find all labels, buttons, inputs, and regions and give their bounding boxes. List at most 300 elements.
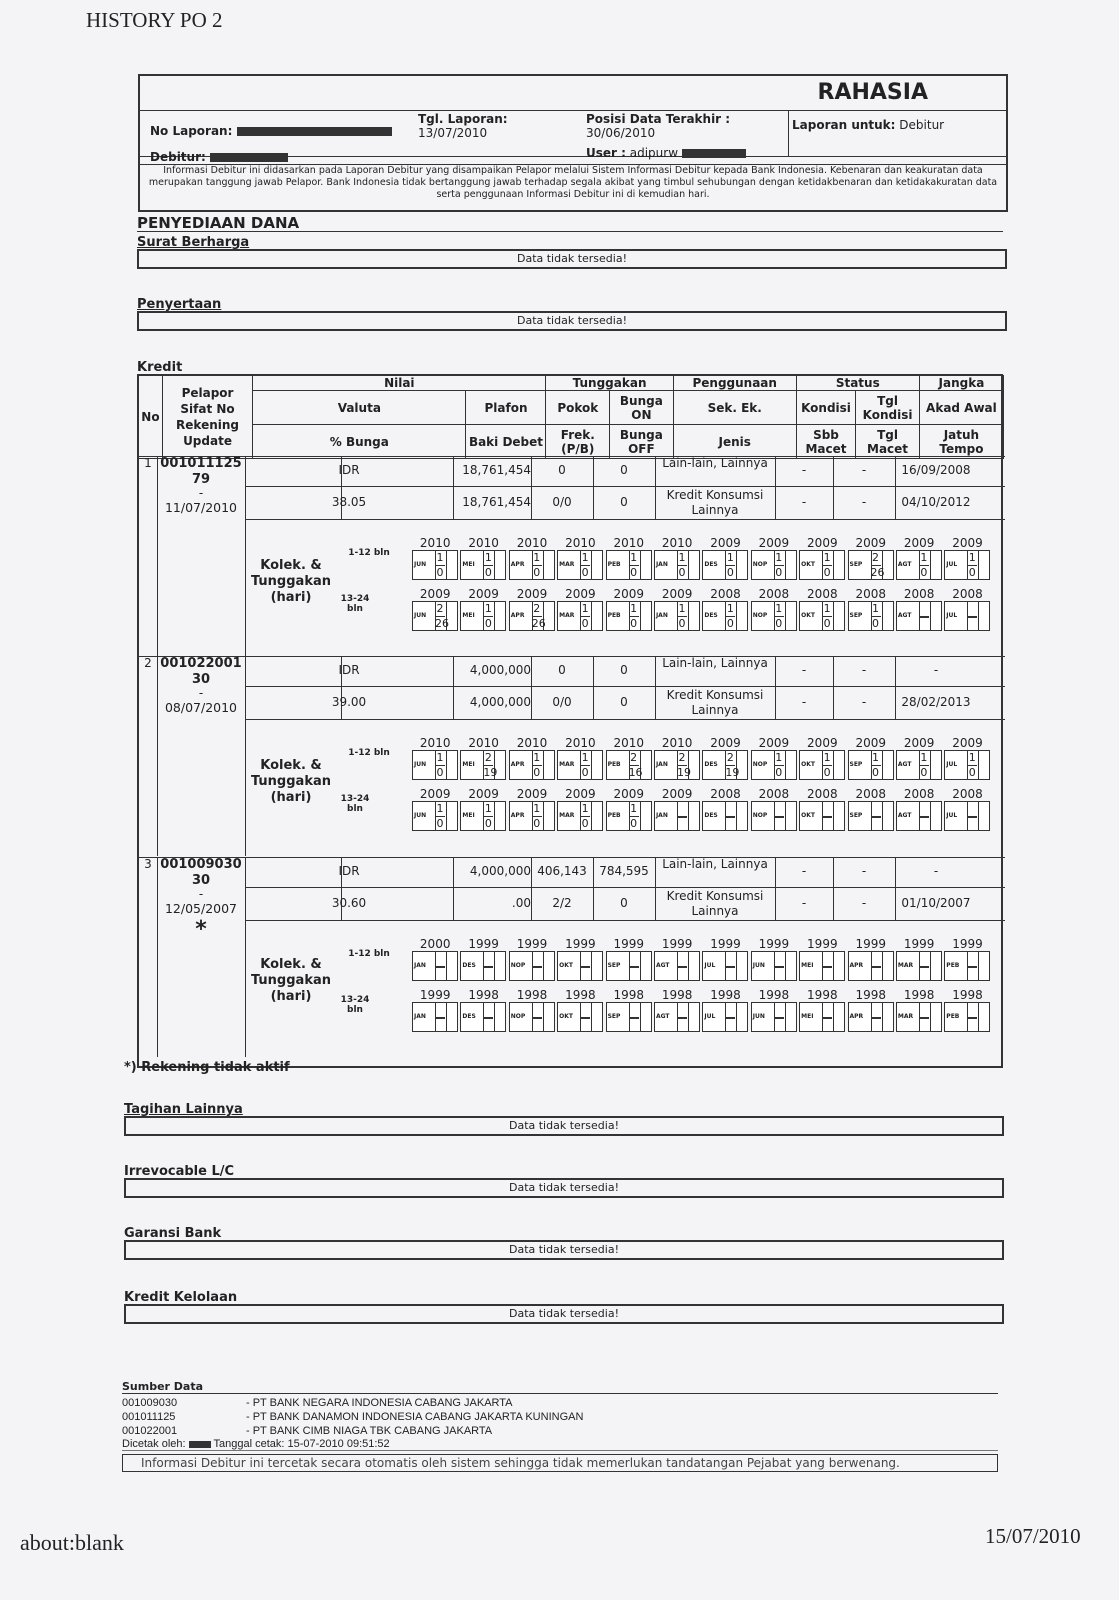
- row-bunga: 30.60: [331, 896, 367, 910]
- row-jatuh: 28/02/2013: [901, 695, 971, 709]
- kolek-cell: [557, 951, 603, 981]
- kolek-cell: [751, 801, 797, 831]
- tunggakan-days: 0: [968, 766, 976, 779]
- kolek-value: 1: [823, 602, 831, 615]
- kolek-year: 2000: [419, 937, 451, 951]
- tunggakan-days: 0: [630, 617, 638, 630]
- kolek-year: 2009: [613, 587, 645, 601]
- range-1-12: 1-12 bln: [348, 548, 390, 558]
- kolek-cell: [944, 1002, 990, 1032]
- kolek-cell: [509, 1002, 555, 1032]
- kolek-cell: [654, 1002, 700, 1032]
- kolek-month: MEI: [801, 962, 814, 969]
- kolek-month: JUL: [704, 1013, 716, 1020]
- kolek-year: 1999: [710, 937, 741, 951]
- kolek-month: DES: [704, 812, 718, 819]
- kolek-cell: [654, 750, 700, 780]
- kolek-month: SEP: [849, 612, 863, 619]
- kolek-cell: [751, 550, 797, 580]
- kolek-month: PEB: [607, 761, 621, 768]
- row-bunga: 38.05: [331, 495, 367, 509]
- kolek-cell: [751, 951, 797, 981]
- kolek-month: SEP: [849, 761, 863, 768]
- row-sbb: -: [801, 695, 807, 709]
- kolek-cell: [412, 750, 458, 780]
- kolek-month: MAR: [897, 1013, 914, 1020]
- dicetak-label: Dicetak oleh:: [122, 1438, 186, 1450]
- row-tgl-kondisi: -: [861, 663, 867, 677]
- kolek-cell: [848, 550, 894, 580]
- kolek-value: 1: [533, 551, 541, 564]
- kolek-value: 1: [581, 602, 589, 615]
- row-tgl-macet: -: [861, 896, 867, 910]
- kolek-cell: [896, 750, 942, 780]
- kolek-year: 2009: [468, 787, 499, 801]
- tunggakan-days: 0: [533, 566, 541, 579]
- kolek-year: 1999: [613, 937, 645, 951]
- kolek-year: 2009: [952, 536, 983, 550]
- row-jenis: Kredit Konsumsi Lainnya: [666, 688, 764, 717]
- kolek-month: JAN: [655, 812, 668, 819]
- kolek-month: JAN: [655, 761, 668, 768]
- tunggakan-days: 0: [775, 617, 783, 630]
- kolek-cell: [702, 801, 748, 831]
- tunggakan-days: 0: [533, 766, 541, 779]
- kolek-year: 1998: [565, 988, 596, 1002]
- kolek-value: 1: [436, 802, 444, 815]
- kolek-cell: [848, 750, 894, 780]
- kolek-month: SEP: [607, 962, 621, 969]
- col-bunga-on: Bunga ON: [610, 391, 674, 425]
- kolek-month: SEP: [607, 1013, 621, 1020]
- kolek-value: 1: [920, 551, 928, 564]
- kolek-year: 2010: [661, 736, 693, 750]
- garansi-label: Garansi Bank: [124, 1226, 222, 1241]
- kolek-year: 2009: [855, 536, 886, 550]
- kolek-year: 1998: [516, 988, 548, 1002]
- kolek-value: 1: [726, 551, 734, 564]
- kolek-cell: [702, 750, 748, 780]
- kolek-cell: [412, 550, 458, 580]
- kolek-cell: [944, 801, 990, 831]
- kolek-year: 2009: [565, 787, 596, 801]
- inactive-note: *) Rekening tidak aktif: [124, 1060, 290, 1075]
- kolek-cell: [896, 601, 942, 631]
- kolek-cell: [799, 750, 845, 780]
- kolek-cell: [848, 801, 894, 831]
- kolek-month: MAR: [559, 812, 575, 819]
- col-status: Status: [796, 376, 919, 391]
- sumber-label: Sumber Data: [122, 1380, 998, 1394]
- row-valuta: IDR: [338, 463, 360, 477]
- no-data-text: Data tidak tersedia!: [508, 1181, 619, 1194]
- kolek-value: 1: [484, 602, 492, 615]
- row-akad: -: [933, 864, 939, 878]
- kolek-year: 2009: [855, 736, 886, 750]
- kolek-year: 2009: [903, 736, 935, 750]
- redacted-dicetak: [189, 1441, 211, 1448]
- tunggakan-days: 0: [968, 566, 976, 579]
- col-jenis: Jenis: [673, 425, 796, 459]
- row-rekening: 001009030 30: [160, 857, 242, 888]
- kolek-value: 2: [436, 602, 444, 615]
- tunggakan-days: 0: [775, 766, 783, 779]
- kolek-cell: [606, 550, 652, 580]
- kolek-cell: [509, 550, 555, 580]
- row-baki: 4,000,000: [469, 695, 531, 709]
- kolek-month: MEI: [462, 761, 475, 768]
- kolek-month: JUN: [752, 1013, 765, 1020]
- kolek-year: 2009: [613, 787, 645, 801]
- sumber-code: 001009030: [122, 1397, 178, 1409]
- tunggakan-days: 0: [920, 766, 928, 779]
- kolek-cell: [557, 601, 603, 631]
- row-sep: -: [198, 486, 204, 500]
- kolek-cell: [751, 1002, 797, 1032]
- kolek-month: SEP: [849, 812, 863, 819]
- kolek-month: PEB: [607, 812, 621, 819]
- kolek-cell: [799, 601, 845, 631]
- kredit-label: Kredit: [137, 360, 183, 375]
- garansi-box: [124, 1240, 1004, 1260]
- kolek-year: 2008: [952, 787, 983, 801]
- row-tgl-macet: -: [861, 495, 867, 509]
- kredit-row: [139, 656, 1005, 856]
- row-pokok: 406,143: [537, 864, 587, 878]
- col-bunga: % Bunga: [253, 425, 466, 459]
- kolek-cell: [460, 601, 506, 631]
- kolek-cell: [654, 601, 700, 631]
- kolek-year: 1999: [516, 937, 548, 951]
- kolek-year: 1998: [952, 988, 983, 1002]
- kolek-year: 2008: [758, 787, 790, 801]
- laporan-untuk-value: Debitur: [899, 118, 945, 132]
- kolek-month: NOP: [752, 612, 768, 619]
- tunggakan-days: 0: [872, 617, 880, 630]
- tunggakan-days: 0: [775, 566, 783, 579]
- kolek-month: MAR: [559, 612, 575, 619]
- irrevocable-box: [124, 1178, 1004, 1198]
- kolek-year: 1998: [758, 988, 790, 1002]
- kolek-month: DES: [462, 962, 476, 969]
- kolek-month: JUN: [414, 812, 427, 819]
- sumber-code: 001011125: [122, 1411, 176, 1423]
- row-jatuh: 01/10/2007: [901, 896, 971, 910]
- kolek-month: JUN: [752, 962, 765, 969]
- kolek-cell: [702, 951, 748, 981]
- kolek-cell: [412, 951, 458, 981]
- tunggakan-days: 0: [533, 817, 541, 830]
- col-jatuh-tempo: Jatuh Tempo: [919, 425, 1003, 459]
- kolek-cell: [606, 951, 652, 981]
- kolek-cell: [654, 550, 700, 580]
- kolek-year: 1998: [903, 988, 935, 1002]
- kolek-cell: [848, 601, 894, 631]
- no-data-text: Data tidak tersedia!: [508, 1119, 619, 1132]
- kolek-cell: [557, 1002, 603, 1032]
- kolek-year: 1999: [565, 937, 596, 951]
- row-sep: -: [198, 887, 204, 901]
- kolek-year: 1998: [855, 988, 886, 1002]
- kolek-year: 2008: [952, 587, 983, 601]
- kolek-cell: [509, 801, 555, 831]
- tunggakan-days: 19: [676, 766, 691, 779]
- tunggakan-days: 0: [581, 817, 589, 830]
- kolek-year: 2010: [516, 536, 548, 550]
- kolek-value: 1: [630, 602, 638, 615]
- row-update: 08/07/2010: [164, 700, 238, 715]
- kolek-value: 1: [484, 802, 492, 815]
- row-update: 11/07/2010: [164, 500, 238, 515]
- kolek-month: JAN: [414, 962, 426, 969]
- kolek-month: DES: [462, 1013, 476, 1020]
- row-sek-ek: Lain-lain, Lainnya: [662, 456, 768, 470]
- row-valuta: IDR: [338, 663, 360, 677]
- tunggakan-days: 0: [436, 817, 444, 830]
- row-sbb: -: [801, 495, 807, 509]
- row-bunga-on: 0: [620, 463, 628, 477]
- tunggakan-days: 0: [484, 817, 492, 830]
- row-pokok: 0: [558, 663, 566, 677]
- row-rekening: 001011125 79: [160, 456, 242, 487]
- row-akad: 16/09/2008: [901, 463, 971, 477]
- dicetak-line: [122, 1438, 998, 1451]
- kolek-month: JAN: [655, 561, 668, 568]
- no-data-text: Data tidak tersedia!: [516, 252, 627, 265]
- kolek-label: Kolek. & Tunggakan (hari): [250, 758, 331, 805]
- kolek-value: 1: [872, 602, 880, 615]
- kolek-value: 1: [920, 751, 928, 764]
- kolek-month: NOP: [752, 761, 768, 768]
- kolek-cell: [848, 1002, 894, 1032]
- kolek-cell: [606, 601, 652, 631]
- row-bunga-on: 784,595: [599, 864, 649, 878]
- col-bunga-off: Bunga OFF: [610, 425, 674, 459]
- kolek-cell: [848, 951, 894, 981]
- kolek-year: 2010: [468, 736, 499, 750]
- kolek-value: 2: [872, 551, 880, 564]
- row-sep: -: [198, 686, 204, 700]
- kolek-cell: [412, 601, 458, 631]
- kolek-cell: [654, 801, 700, 831]
- kolek-cell: [944, 951, 990, 981]
- kolek-cell: [509, 951, 555, 981]
- kolek-month: MAR: [897, 962, 914, 969]
- kolek-year: 2009: [952, 736, 983, 750]
- row-bunga-off: 0: [620, 495, 628, 509]
- no-laporan-label: No Laporan:: [150, 124, 233, 138]
- kolek-year: 1999: [903, 937, 935, 951]
- no-data-text: Data tidak tersedia!: [508, 1307, 619, 1320]
- kolek-month: APR: [849, 1013, 864, 1020]
- kolek-year: 2008: [903, 587, 935, 601]
- row-plafon: 18,761,454: [462, 463, 531, 477]
- kredit-table: [137, 374, 1003, 1068]
- kolek-year: 2010: [565, 536, 596, 550]
- page-footer-right: 15/07/2010: [985, 1524, 1081, 1548]
- tunggakan-days: 0: [726, 566, 734, 579]
- tunggakan-days: 0: [630, 817, 638, 830]
- kolek-month: APR: [510, 761, 525, 768]
- kolek-month: JAN: [655, 612, 668, 619]
- row-bunga-off: 0: [620, 896, 628, 910]
- kolek-cell: [896, 951, 942, 981]
- kolek-cell: [557, 550, 603, 580]
- kolek-value: 1: [436, 551, 444, 564]
- kolek-month: OKT: [801, 761, 815, 768]
- kolek-year: 1999: [807, 937, 838, 951]
- kolek-year: 2009: [710, 736, 741, 750]
- tunggakan-days: 0: [678, 566, 686, 579]
- kolek-year: 1999: [952, 937, 983, 951]
- kolek-year: 1998: [661, 988, 693, 1002]
- row-kondisi: -: [801, 864, 807, 878]
- kolek-cell: [944, 550, 990, 580]
- kolek-month: JUN: [414, 561, 427, 568]
- kolek-month: OKT: [559, 1013, 574, 1020]
- kolek-year: 2009: [903, 536, 935, 550]
- kolek-year: 2009: [710, 536, 741, 550]
- tunggakan-days: 16: [628, 766, 643, 779]
- kolek-value: 2: [533, 602, 541, 615]
- kolek-value: 1: [823, 751, 831, 764]
- row-akad: -: [933, 663, 939, 677]
- redacted-debitur: [210, 153, 288, 162]
- row-jatuh: 04/10/2012: [901, 495, 971, 509]
- tagihan-box: [124, 1116, 1004, 1136]
- col-pokok: Pokok: [546, 391, 610, 425]
- row-tgl-kondisi: -: [861, 864, 867, 878]
- col-jangka: Jangka: [919, 376, 1003, 391]
- kolek-cell: [509, 601, 555, 631]
- kolek-year: 2009: [807, 536, 838, 550]
- kolek-cell: [460, 801, 506, 831]
- tunggakan-days: 26: [531, 617, 546, 630]
- kolek-month: JUL: [704, 962, 716, 969]
- kolek-year: 2008: [807, 587, 838, 601]
- tunggakan-days: 0: [823, 617, 831, 630]
- tunggakan-days: 0: [581, 617, 589, 630]
- col-kondisi: Kondisi: [796, 391, 855, 425]
- kolek-year: 1998: [468, 988, 499, 1002]
- col-tgl-macet: Tgl Macet: [856, 425, 920, 459]
- sumber-item: [122, 1396, 1002, 1410]
- kolek-value: 1: [581, 551, 589, 564]
- kolek-year: 2009: [419, 787, 451, 801]
- tanggal-cetak: Tanggal cetak: 15-07-2010 09:51:52: [213, 1438, 390, 1450]
- kolek-cell: [702, 601, 748, 631]
- row-kondisi: -: [801, 463, 807, 477]
- kolek-month: AGT: [897, 761, 912, 768]
- kolek-value: 1: [436, 751, 444, 764]
- kolek-year: 2009: [468, 587, 499, 601]
- kolek-value: 1: [678, 551, 686, 564]
- kolek-month: AGT: [897, 561, 912, 568]
- row-sek-ek: Lain-lain, Lainnya: [662, 857, 768, 871]
- kolek-month: MEI: [462, 612, 475, 619]
- col-plafon: Plafon: [466, 391, 546, 425]
- kolek-year: 2008: [855, 787, 886, 801]
- kolek-cell: [509, 750, 555, 780]
- surat-berharga-label: Surat Berharga: [137, 235, 250, 250]
- kolek-month: JAN: [414, 1013, 426, 1020]
- row-frek: 0/0: [552, 495, 572, 509]
- kolek-label: Kolek. & Tunggakan (hari): [250, 957, 331, 1004]
- kolek-cell: [799, 550, 845, 580]
- tunggakan-days: 26: [435, 617, 449, 630]
- kolek-month: OKT: [801, 561, 815, 568]
- sumber-bank: - PT BANK CIMB NIAGA TBK CABANG JAKARTA: [246, 1425, 493, 1437]
- kolek-year: 1998: [710, 988, 741, 1002]
- kolek-month: AGT: [655, 1013, 670, 1020]
- kolek-month: MAR: [559, 761, 575, 768]
- col-pelapor: Pelapor Sifat No Rekening Update: [162, 376, 252, 459]
- sumber-item: [122, 1410, 1002, 1424]
- kolek-month: APR: [510, 561, 525, 568]
- kolek-month: DES: [704, 761, 718, 768]
- col-sbb-macet: Sbb Macet: [796, 425, 855, 459]
- tunggakan-days: 0: [726, 617, 734, 630]
- tunggakan-days: 0: [920, 566, 928, 579]
- row-jenis: Kredit Konsumsi Lainnya: [666, 488, 764, 517]
- section-title: PENYEDIAAN DANA: [137, 214, 300, 232]
- tunggakan-days: 0: [484, 617, 492, 630]
- kolek-cell: [557, 750, 603, 780]
- kolek-month: APR: [510, 812, 525, 819]
- kolek-year: 2010: [468, 536, 499, 550]
- posisi-data-label: Posisi Data Terakhir :: [586, 112, 731, 126]
- range-1-12: 1-12 bln: [348, 949, 390, 959]
- kolek-year: 2010: [613, 736, 645, 750]
- row-no: 2: [144, 656, 152, 670]
- row-baki: .00: [511, 896, 531, 910]
- kolek-cell: [412, 1002, 458, 1032]
- kelolaan-label: Kredit Kelolaan: [124, 1290, 238, 1305]
- kolek-month: PEB: [946, 962, 960, 969]
- kolek-month: MEI: [801, 1013, 814, 1020]
- tunggakan-days: 0: [823, 766, 831, 779]
- row-bunga: 39.00: [331, 695, 367, 709]
- kolek-label: Kolek. & Tunggakan (hari): [250, 558, 331, 605]
- kolek-month: DES: [704, 612, 718, 619]
- kredit-row: [139, 857, 1005, 1057]
- kolek-year: 2009: [661, 787, 693, 801]
- tunggakan-days: 0: [436, 766, 444, 779]
- kolek-month: JUL: [946, 761, 958, 768]
- kolek-value: 2: [484, 751, 492, 764]
- kolek-year: 1999: [855, 937, 886, 951]
- row-tgl-macet: -: [861, 695, 867, 709]
- redacted-user: [682, 149, 746, 158]
- penyertaan-label: Penyertaan: [137, 297, 222, 312]
- kolek-cell: [606, 1002, 652, 1032]
- kolek-month: APR: [849, 962, 864, 969]
- row-bunga-on: 0: [620, 663, 628, 677]
- row-plafon: 4,000,000: [469, 663, 531, 677]
- kolek-value: 1: [775, 551, 783, 564]
- sumber-data: [122, 1380, 1002, 1472]
- kolek-year: 2008: [807, 787, 838, 801]
- kolek-year: 2009: [758, 736, 790, 750]
- range-13-24: 13-24 bln: [340, 995, 370, 1015]
- kolek-cell: [606, 801, 652, 831]
- kolek-value: 1: [581, 802, 589, 815]
- tgl-laporan-value: 13/07/2010: [418, 126, 488, 140]
- kolek-cell: [460, 750, 506, 780]
- kolek-cell: [751, 750, 797, 780]
- kolek-cell: [654, 951, 700, 981]
- kolek-year: 2008: [710, 787, 741, 801]
